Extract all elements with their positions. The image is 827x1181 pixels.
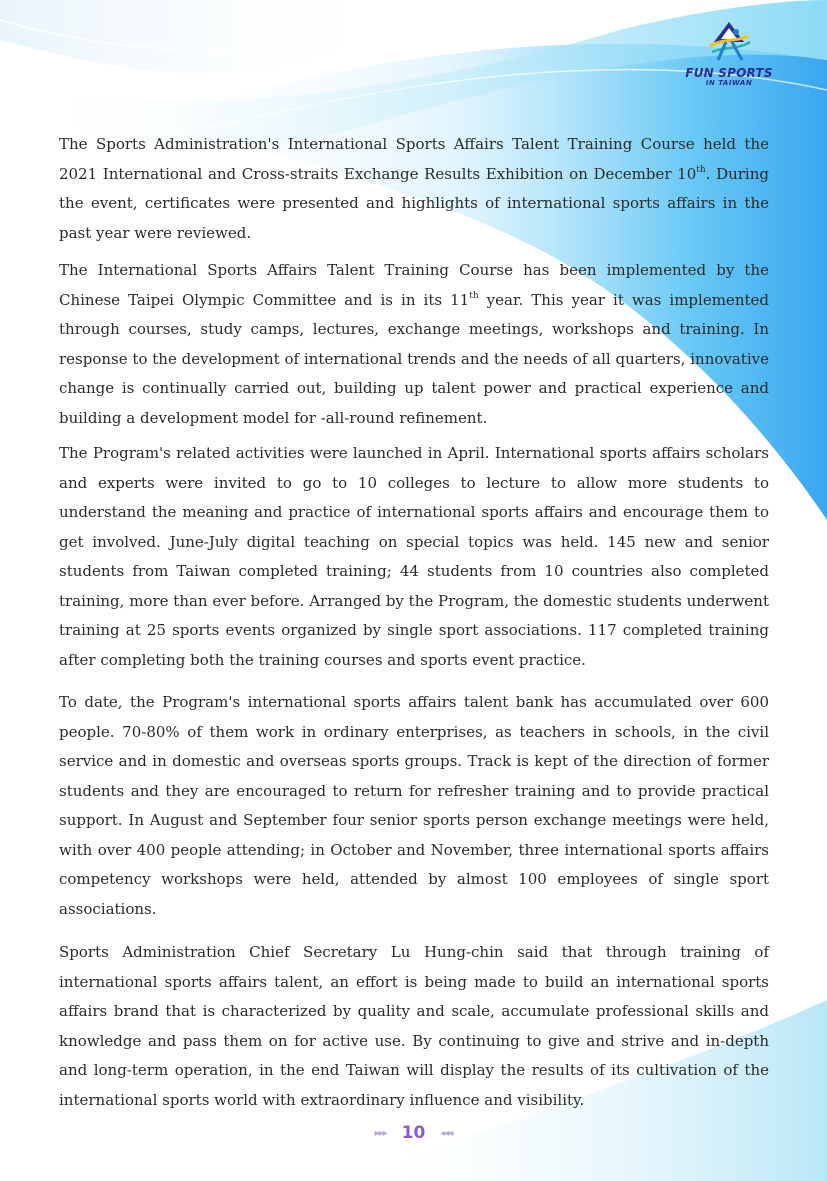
page-number: 10 <box>401 1123 426 1143</box>
paragraph-1-text: The Sports Administration's International Sports Affairs Talent Training Course held the 2021 International and Cross-straits Exchange Results Exhibition on December 10 <box>59 135 769 183</box>
paragraph-4: To date, the Program's international sports affairs talent bank has accumulated over 600 people. 70-80% of them work in ordinary enterprises, as teachers in schools, in the civil service and in domestic and overseas sports groups. Track is kept of the direction of former students and they are encouraged to return for refresher training and to provide practical support. In August and September four senior sports person exchange meetings were held, with over 400 people attending; in October and November, three international sports affairs competency workshops were held, attended by almost 100 employees of single sport associations. <box>59 693 769 918</box>
paragraph-1 <box>59 130 769 248</box>
right-arrows-icon: ◂◂◂ <box>440 1128 453 1139</box>
paragraph-1-superscript: th <box>696 164 706 175</box>
logo-sub-text: IN TAIWAN <box>705 79 753 87</box>
fun-sports-logo <box>684 20 774 92</box>
paragraph-1-text-cont: . During the event, certificates were presented and highlights of international sports affairs in the past year were reviewed. <box>59 164 769 242</box>
left-arrows-icon: ▸▸▸ <box>374 1128 387 1139</box>
paragraph-2-superscript: th <box>469 290 479 301</box>
page-number-footer <box>0 1123 827 1143</box>
paragraph-5: Sports Administration Chief Secretary Lu Hung-chin said that through training of international sports affairs talent, an effort is being made to build an international sports affairs brand that is characterized by quality and scale, accumulate professional skills and knowledge and pass them on for active use. By continuing to give and strive and in-depth and long-term operation, in the end Taiwan will display the results of its cultivation of the international sports world with extraordinary influence and visibility. <box>59 943 769 1109</box>
paragraph-3: The Program's related activities were launched in April. International sports affairs scholars and experts were invited to go to 10 colleges to lecture to allow more students to understand the meaning and practice of international sports affairs and encourage them to get involved. June-July digital teaching on special topics was held. 145 new and senior students from Taiwan completed training; 44 students from 10 countries also completed training, more than ever before. Arranged by the Program, the domestic students underwent training at 25 sports events organized by single sport associations. 117 completed training after completing both the training courses and sports event practice. <box>59 444 769 669</box>
logo-mark-icon <box>684 20 774 66</box>
paragraph-2-text: The International Sports Affairs Talent Training Course has been implemented by the Chinese Taipei Olympic Committee and is in its 11 <box>59 261 769 309</box>
logo-main-text: FUN SPORTS <box>685 66 773 80</box>
article-body <box>59 130 769 1115</box>
paragraph-2-text-cont: year. This year it was implemented through courses, study camps, lectures, exchange meetings, workshops and training. In response to the development of international trends and the needs of all quarters, innovative change is continually carried out, building up talent power and practical experience and building a development model for -all-round refinement. <box>59 290 769 427</box>
paragraph-2 <box>59 256 769 433</box>
